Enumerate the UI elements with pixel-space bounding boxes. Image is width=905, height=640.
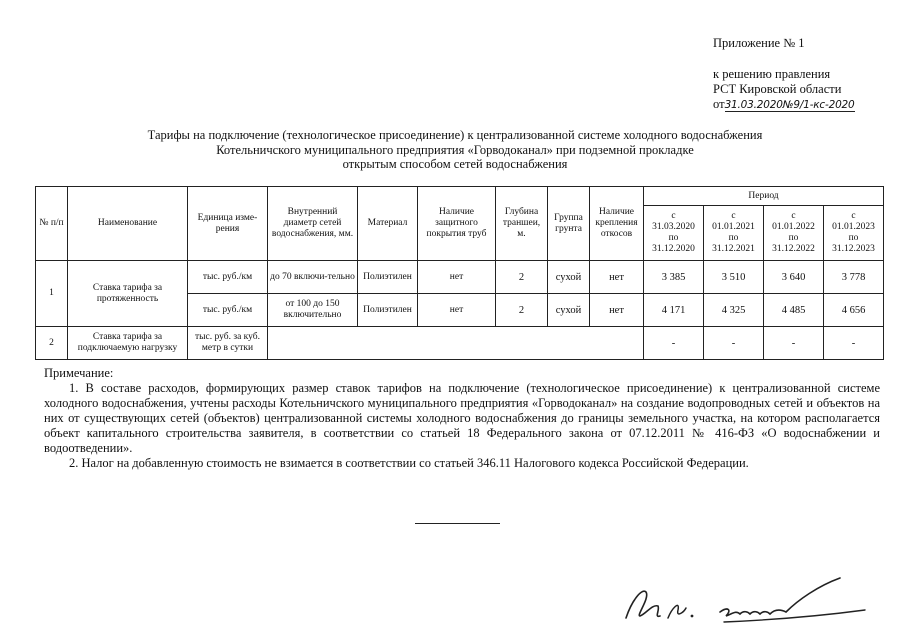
table-row [36, 327, 884, 360]
row-material: Полиэтилен [358, 261, 418, 294]
row-num: 2 [36, 327, 68, 360]
row-material: Полиэтилен [358, 294, 418, 327]
row-value-2021: 3 510 [704, 261, 764, 294]
row-unit: тыс. руб./км [188, 261, 268, 294]
row-value-2022: - [764, 327, 824, 360]
note-item-1: 1. В составе расходов, формирующих размер ставок тарифов на подключение (технологическое присоединение) к централизованной системе холодного водоснабжения, учтены расходы Котельничского муниципального предприятия «Горводоканал» на создание водопроводных сетей и объектов на них от существующих сетей (объектов) централизованной системы холодного водоснабжения до границы земельного участка, на котором располагается объект капитального строительства заявителя, в соответствии со статьей 18 Федерального закона от 07.12.2011 № 416-ФЗ «О водоснабжении и водоотведении». [44, 381, 880, 455]
table-header-row [36, 187, 884, 206]
header-num: № п/п [36, 187, 68, 261]
header-depth: Глубина траншеи, м. [496, 187, 548, 261]
title-line-2: Котельничского муниципального предприятия «Горводоканал» при подземной прокладке [216, 142, 694, 157]
row-value-2023: 4 656 [824, 294, 884, 327]
document-title [60, 128, 850, 172]
header-protective: Наличие защитного покрытия труб [418, 187, 496, 261]
row-value-2020: 4 171 [644, 294, 704, 327]
header-diameter: Внутренний диаметр сетей водоснабжения, мм. [268, 187, 358, 261]
divider-line [415, 523, 500, 524]
row-protective: нет [418, 294, 496, 327]
row-value-2022: 4 485 [764, 294, 824, 327]
period-3: с 01.01.2022 по 31.12.2022 [764, 206, 824, 261]
row-unit: тыс. руб./км [188, 294, 268, 327]
period-4: с 01.01.2023 по 31.12.2023 [824, 206, 884, 261]
header-unit: Единица изме-рения [188, 187, 268, 261]
header-period: Период [644, 187, 884, 206]
appendix-authority: РСТ Кировской области [713, 82, 842, 96]
appendix-date [713, 97, 855, 113]
notes-block [44, 366, 880, 471]
row-value-2022: 3 640 [764, 261, 824, 294]
appendix-date-prefix: от [713, 97, 725, 111]
appendix-block [713, 36, 855, 113]
tariff-table [35, 186, 884, 360]
header-material: Материал [358, 187, 418, 261]
row-empty-merged [268, 327, 644, 360]
row-value-2023: 3 778 [824, 261, 884, 294]
appendix-decision: к решению правления [713, 67, 831, 81]
row-slopes: нет [590, 261, 644, 294]
row-num: 1 [36, 261, 68, 327]
period-2: с 01.01.2021 по 31.12.2021 [704, 206, 764, 261]
note-item-2: 2. Налог на добавленную стоимость не взимается в соответствии со статьей 346.11 Налогового кодекса Российской Федерации. [69, 456, 749, 470]
title-line-1: Тарифы на подключение (технологическое присоединение) к централизованной системе холодного водоснабжения [147, 128, 763, 142]
header-name: Наименование [68, 187, 188, 261]
header-slopes: Наличие крепления откосов [590, 187, 644, 261]
row-soil: сухой [548, 261, 590, 294]
period-1: с 31.03.2020 по 31.12.2020 [644, 206, 704, 261]
table-row [36, 261, 884, 294]
row-protective: нет [418, 261, 496, 294]
row-diameter: от 100 до 150 включительно [268, 294, 358, 327]
appendix-date-handwritten: 31.03.2020№9/1-кс-2020 [724, 99, 855, 111]
title-line-3: открытым способом сетей водоснабжения [342, 157, 568, 171]
row-soil: сухой [548, 294, 590, 327]
header-soil: Группа грунта [548, 187, 590, 261]
row-unit: тыс. руб. за куб. метр в сутки [188, 327, 268, 360]
row-value-2021: - [704, 327, 764, 360]
appendix-title: Приложение № 1 [713, 36, 805, 50]
row-value-2020: - [644, 327, 704, 360]
notes-heading: Примечание: [44, 366, 114, 380]
row-name: Ставка тарифа за подключаемую нагрузку [68, 327, 188, 360]
row-value-2020: 3 385 [644, 261, 704, 294]
row-slopes: нет [590, 294, 644, 327]
signature-icon [620, 570, 870, 630]
row-diameter: до 70 включи-тельно [268, 261, 358, 294]
row-depth: 2 [496, 261, 548, 294]
row-value-2023: - [824, 327, 884, 360]
row-name: Ставка тарифа за протяженность [68, 261, 188, 327]
row-value-2021: 4 325 [704, 294, 764, 327]
row-depth: 2 [496, 294, 548, 327]
